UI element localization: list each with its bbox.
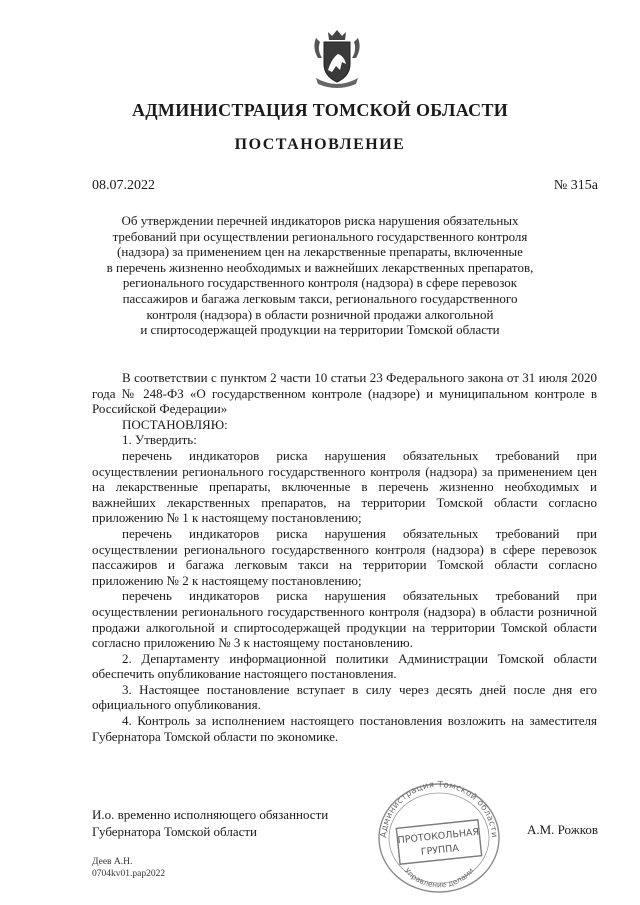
footer-file: 0704kv01.pap2022	[92, 869, 166, 879]
footer-author: Деев А.Н.	[92, 857, 133, 867]
subject-line: Об утверждении перечней индикаторов риска нарушения обязательных	[121, 213, 519, 228]
list-item-1: перечень индикаторов риска нарушения обязательных требований при осуществлении регионального государственного контроля (надзора) за применением цен на лекарственные препараты, включенные в перечень жизненно необходимых и важнейших лекарственных препаратов, на территории Томской области согласно приложению № 1 к настоящему постановлению;	[92, 447, 597, 526]
decree-word: ПОСТАНОВЛЯЮ:	[122, 416, 228, 432]
stamp-seal	[374, 780, 504, 895]
position-line: И.о. временно исполняющего обязанности	[92, 807, 329, 822]
stamp-box-line: ПРОТОКОЛЬНАЯ	[397, 826, 480, 847]
signatory-position	[92, 806, 328, 840]
document-footer	[92, 856, 165, 880]
position-line: Губернатора Томской области	[92, 824, 258, 839]
item-3: 3. Настоящее постановление вступает в силу через десять дней после дня его официального опубликования.	[92, 681, 597, 713]
organization-title: АДМИНИСТРАЦИЯ ТОМСКОЙ ОБЛАСТИ	[131, 100, 509, 120]
list-item-3: перечень индикаторов риска нарушения обязательных требований при осуществлении регионального государственного контроля (надзора) в области розничной продажи алкогольной и спиртосодержащей продукции на территории Томской области согласно приложению № 3 к настоящему постановлению.	[92, 588, 597, 651]
stamp-ring-text: Администрация Томской области	[378, 780, 500, 839]
item-4: 4. Контроль за исполнением настоящего постановления возложить на заместителя Губернатора Томской области по экономике.	[92, 713, 597, 744]
signatory-name: А.М. Рожков	[526, 822, 598, 837]
coat-of-arms-icon	[308, 28, 366, 90]
subject-line: регионального государственного контроля (надзора) в сфере перевозок	[122, 275, 518, 291]
list-item-2: перечень индикаторов риска нарушения обязательных требований при осуществлении регионального государственного контроля (надзора) в сфере перевозок пассажиров и багажа легковым такси на территории Томской области согласно приложению № 2 к настоящему постановлению;	[92, 525, 597, 588]
subject-line: требований при осуществлении регионального государственного контроля	[112, 228, 528, 244]
document-subject	[100, 213, 540, 338]
document-type: ПОСТАНОВЛЕНИЕ	[234, 136, 406, 153]
item-2: 2. Департаменту информационной политики Администрации Томской области обеспечить опубликование настоящего постановления.	[92, 650, 597, 682]
stamp-box-line: ГРУППА	[420, 842, 460, 858]
subject-line: и спиртосодержащей продукции на территории Томской области	[140, 322, 500, 338]
stamp-bottom-text: Управление делами	[402, 866, 476, 890]
svg-text:Управление делами	[403, 866, 476, 889]
subject-line: в перечень жизненно необходимых и важнейших лекарственных препаратов,	[106, 259, 534, 275]
document-body	[92, 370, 597, 744]
document-date: 08.07.2022	[92, 178, 155, 193]
preamble-paragraph: В соответствии с пунктом 2 части 10 статьи 23 Федерального закона от 31 июля 2020 года № 248-ФЗ «О государственном контроле (надзоре) и муниципальном контроле в Российской Федерации»	[92, 370, 597, 417]
item-1: 1. Утвердить:	[122, 432, 197, 448]
document-number: № 315а	[553, 178, 598, 193]
subject-line: (надзора) за применением цен на лекарственные препараты, включенные	[117, 244, 523, 260]
subject-line: контроля (надзора) в области розничной продажи алкогольной	[146, 306, 494, 322]
subject-line: пассажиров и багажа легковым такси, регионального государственного	[122, 290, 518, 306]
